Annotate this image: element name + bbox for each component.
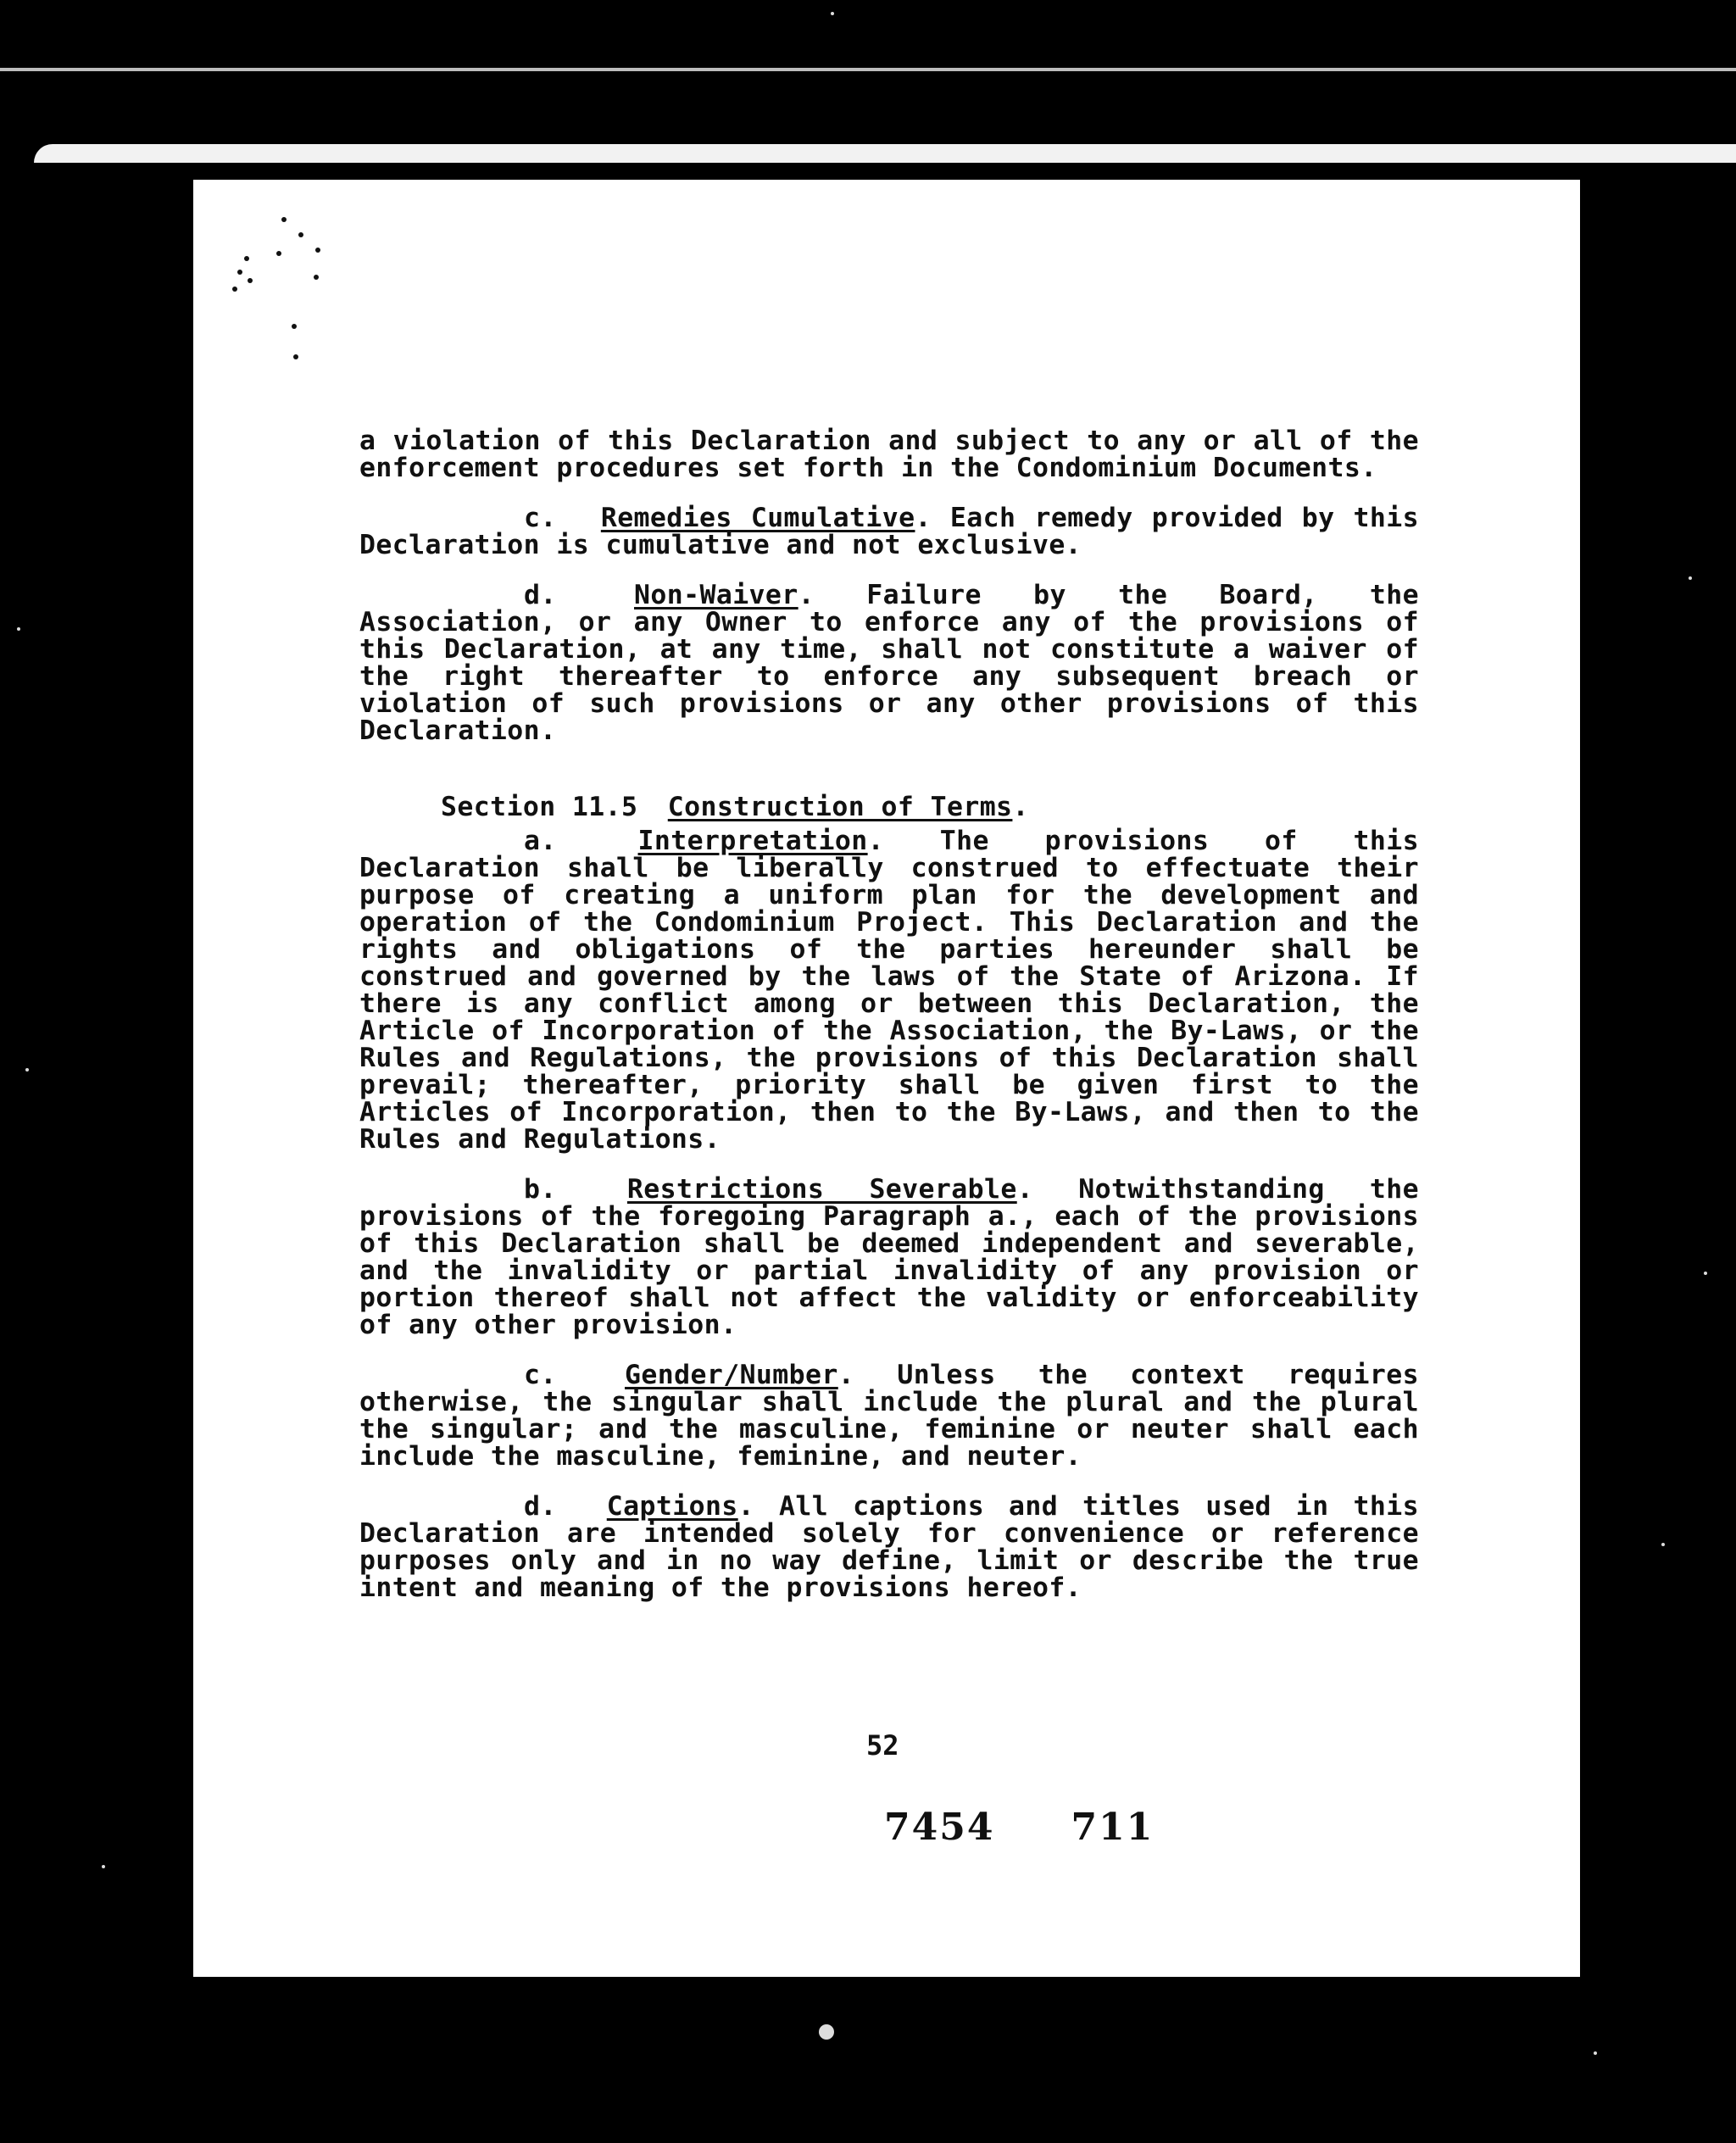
paragraph-heading: Interpretation <box>637 826 868 856</box>
paragraph-text: . Notwithstanding the provisions of the foregoing Paragraph a., each of the provisions of this Declaration shall be deemed independent and severable, and the invalidity or partial invalidity of any provision or portion thereof shall not affect the validity or enforceability of any other provision. <box>359 1174 1419 1340</box>
paragraph-text: . Failure by the Board, the Association, or any Owner to enforce any of the provisions of this Declaration, at any time, shall not constitute a waiver of the right thereafter to enforce any subsequent breach or violation of such provisions or any other provisions of this Declaration. <box>359 580 1419 746</box>
scan-noise <box>17 627 20 631</box>
paragraph-remedies-cumulative <box>359 504 1419 559</box>
page-number: 52 <box>866 1729 899 1762</box>
paragraph-heading: Restrictions Severable <box>626 1174 1017 1205</box>
scan-speck <box>281 217 287 222</box>
scan-noise <box>1661 1543 1665 1546</box>
scan-speck <box>232 287 237 292</box>
scan-speck <box>293 354 298 359</box>
document-page <box>193 180 1580 1977</box>
section-number: Section 11.5 <box>441 792 638 822</box>
scan-speck <box>244 256 249 261</box>
document-number-right: 711 <box>1071 1806 1155 1849</box>
paragraph-label: a. <box>524 826 557 856</box>
paragraph-continuation <box>359 427 1419 481</box>
scan-speck <box>276 251 281 256</box>
scan-speck <box>237 270 242 275</box>
scan-noise <box>25 1068 29 1072</box>
scan-speck <box>248 278 253 283</box>
paragraph-label: b. <box>524 1174 557 1205</box>
scan-edge-top <box>0 68 1736 71</box>
paragraph-text: . Each remedy provided by this Declaration is cumulative and not exclusive. <box>359 503 1419 560</box>
scan-speck <box>315 248 320 253</box>
scan-noise <box>1704 1272 1707 1275</box>
scan-edge-highlight <box>34 144 1736 163</box>
paragraph-heading: Remedies Cumulative <box>600 503 915 533</box>
paragraph-text: . The provisions of this Declaration shall be liberally construed to effectuate their purpose of creating a uniform plan for the development and operation of the Condominium Project. This Declaration and the rights and obligations of the parties hereunder shall be construed and governed by the laws of the State of Arizona. If there is any conflict among or between this Declaration, the Article of Incorporation of the Association, the By-Laws, or the Rules and Regulations, the provisions of this Declaration shall prevail; thereafter, priority shall be given first to the Articles of Incorporation, then to the By-Laws, and then to the Rules and Regulations. <box>359 826 1419 1155</box>
scan-noise <box>1594 2051 1597 2055</box>
body-text <box>359 427 1419 1624</box>
paragraph-label: d. <box>524 580 557 610</box>
paragraph-captions <box>359 1493 1419 1601</box>
section-title-suffix: . <box>1012 792 1029 822</box>
paragraph-interpretation <box>359 827 1419 1153</box>
scan-noise <box>819 2024 834 2040</box>
paragraph-non-waiver <box>359 582 1419 744</box>
scan-speck <box>292 324 297 329</box>
paragraph-gender-number <box>359 1361 1419 1470</box>
scan-speck <box>298 232 303 237</box>
paragraph-label: d. <box>524 1491 557 1522</box>
scan-noise <box>1689 576 1692 580</box>
paragraph-heading: Gender/Number <box>625 1360 838 1390</box>
scan-noise <box>831 12 834 15</box>
document-number <box>884 1806 1154 1849</box>
scan-noise <box>102 1865 105 1868</box>
paragraph-restrictions-severable <box>359 1176 1419 1339</box>
section-heading <box>359 793 1419 821</box>
paragraph-heading: Captions <box>606 1491 738 1522</box>
paragraph-heading: Non-Waiver <box>634 580 798 610</box>
paragraph-text: a violation of this Declaration and subject to any or all of the enforcement procedures set forth in the Condominium Documents. <box>359 426 1419 483</box>
paragraph-label: c. <box>524 1360 557 1390</box>
paragraph-text: . All captions and titles used in this Declaration are intended solely for convenience or reference purposes only and in no way define, limit or describe the true intent and meaning of the provisions hereof. <box>359 1491 1419 1603</box>
paragraph-label: c. <box>524 503 557 533</box>
scan-speck <box>314 275 319 280</box>
section-title: Construction of Terms <box>667 792 1013 822</box>
paragraph-text: . Unless the context requires otherwise, the singular shall include the plural and the plural the singular; and the masculine, feminine or neuter shall each include the masculine, feminine, and neuter. <box>359 1360 1419 1472</box>
document-number-left: 7454 <box>884 1806 995 1849</box>
